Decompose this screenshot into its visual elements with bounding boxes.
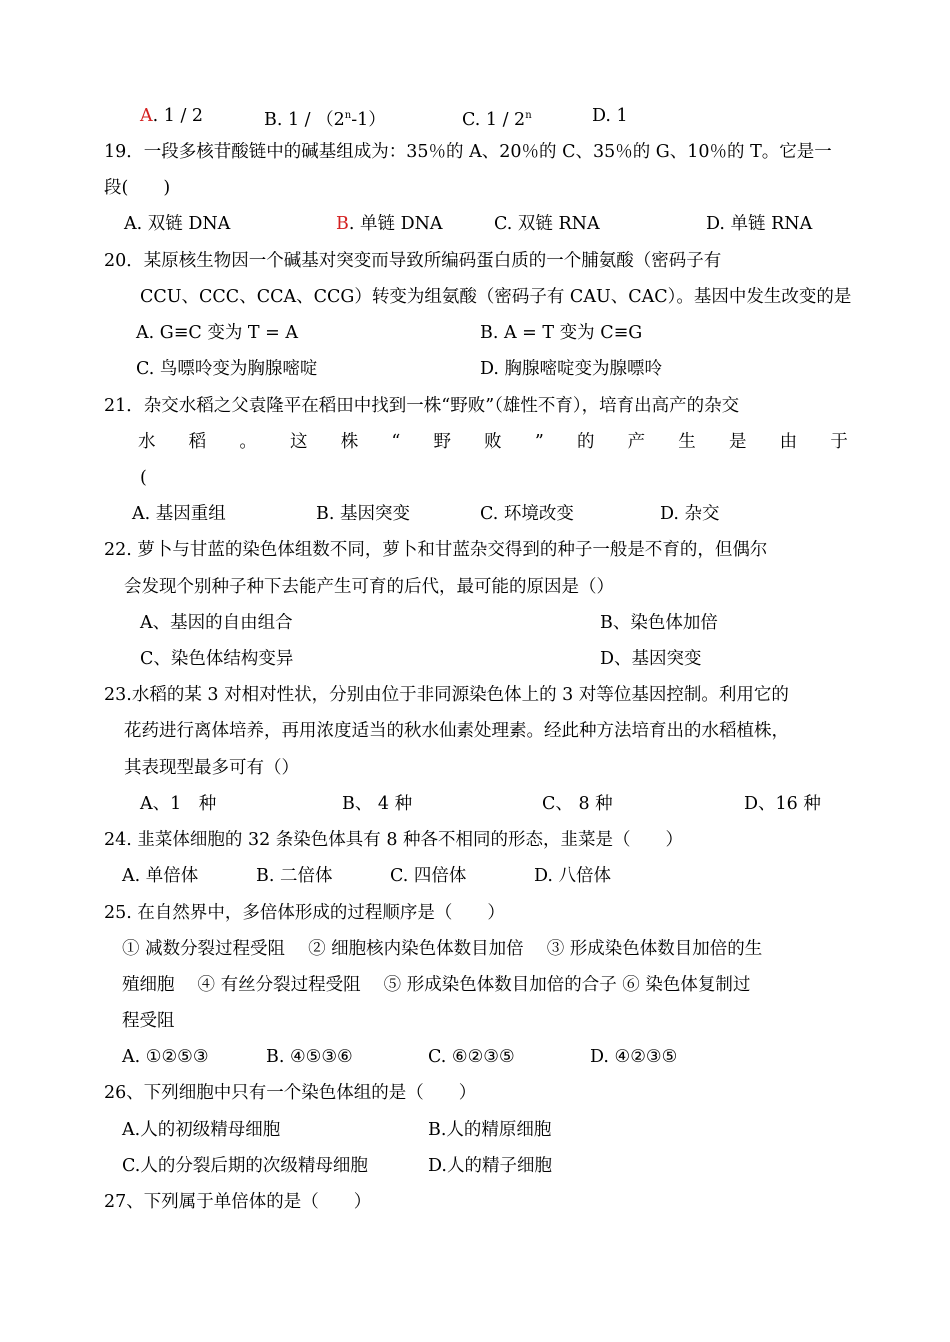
q24-option-b: B. 二倍体	[256, 866, 333, 886]
q20-option-b: B. A = T 变为 C≡G	[480, 323, 643, 343]
q23-option-a: A、1 种	[140, 794, 217, 814]
q22-option-a: A、基因的自由组合	[140, 613, 293, 633]
q19-stem-line1: 19．一段多核苷酸链中的碱基组成为：35％的 A、20％的 C、35％的 G、10％的 T。它是一	[104, 142, 832, 162]
q26-stem: 26、下列细胞中只有一个染色体组的是（ ）	[104, 1083, 477, 1103]
q27-stem: 27、下列属于单倍体的是（ ）	[104, 1192, 372, 1212]
q25-steps-line3: 程受阻	[122, 1011, 175, 1031]
q23-stem-line1: 23.水稻的某 3 对相对性状，分别由位于非同源染色体上的 3 对等位基因控制。利用它的	[104, 685, 789, 705]
q25-steps-line2: 殖细胞 ④ 有丝分裂过程受阻 ⑤ 形成染色体数目加倍的合子 ⑥ 染色体复制过	[122, 975, 751, 995]
q20-stem-line2: CCU、CCC、CCA、CCG）转变为组氨酸（密码子有 CAU、CAC）。基因中发生改变的是	[140, 287, 852, 307]
q20-option-d: D. 胸腺嘧啶变为腺嘌呤	[480, 359, 663, 379]
q19-option-d: D. 单链 RNA	[706, 214, 813, 234]
q18-option-b: B. 1 / （2$^n$-1）	[264, 110, 386, 130]
q24-stem: 24. 韭菜体细胞的 32 条染色体具有 8 种各不相同的形态，韭菜是（ ）	[104, 830, 684, 850]
q19-option-c: C. 双链 RNA	[494, 214, 600, 234]
q19-option-a: A. 双链 DNA	[124, 214, 231, 234]
q25-option-a: A. ①②⑤③	[122, 1047, 209, 1067]
q23-option-d: D、16 种	[744, 794, 821, 814]
q25-option-c: C. ⑥②③⑤	[428, 1047, 515, 1067]
q22-stem-line1: 22. 萝卜与甘蓝的染色体组数不同，萝卜和甘蓝杂交得到的种子一般是不育的，但偶尔	[104, 540, 768, 560]
q22-option-c: C、染色体结构变异	[140, 649, 294, 669]
q24-option-a: A. 单倍体	[122, 866, 199, 886]
q24-option-d: D. 八倍体	[534, 866, 612, 886]
q19-option-b-letter: B	[336, 214, 349, 234]
q21-stem-line3: (	[140, 468, 147, 488]
q22-option-b: B、染色体加倍	[600, 613, 718, 633]
q26-option-a: A.人的初级精母细胞	[122, 1120, 281, 1140]
q18-option-c: C. 1 / 2$^n$	[462, 110, 532, 130]
q20-option-c: C. 鸟嘌呤变为胸腺嘧啶	[136, 359, 318, 379]
q20-stem-line1: 20．某原核生物因一个碱基对突变而导致所编码蛋白质的一个脯氨酸（密码子有	[104, 251, 722, 271]
q25-option-b: B. ④⑤③⑥	[266, 1047, 353, 1067]
q20-option-a: A. G≡C 变为 T = A	[136, 323, 299, 343]
q18-option-a: A. 1 / 2	[140, 106, 204, 126]
q21-option-b: B. 基因突变	[316, 504, 410, 524]
q21-stem-line2: 水 稻 。 这 株 “ 野 败 ” 的 产 生 是 由 于	[138, 432, 848, 452]
q23-stem-line2: 花药进行离体培养，再用浓度适当的秋水仙素处理素。经此种方法培育出的水稻植株，	[124, 721, 789, 741]
q22-option-d: D、基因突变	[600, 649, 702, 669]
q25-option-d: D. ④②③⑤	[590, 1047, 678, 1067]
q23-stem-line3: 其表现型最多可有（）	[124, 758, 299, 778]
q21-option-d: D. 杂交	[660, 504, 720, 524]
q23-option-c: C、 8 种	[542, 794, 613, 814]
q21-option-a: A. 基因重组	[132, 504, 226, 524]
q26-option-c: C.人的分裂后期的次级精母细胞	[122, 1156, 368, 1176]
q25-stem: 25. 在自然界中，多倍体形成的过程顺序是（ ）	[104, 903, 505, 923]
q21-option-c: C. 环境改变	[480, 504, 574, 524]
q18-option-d: D. 1	[592, 106, 628, 126]
q23-option-b: B、 4 种	[342, 794, 413, 814]
q24-option-c: C. 四倍体	[390, 866, 467, 886]
q19-option-b: B. 单链 DNA	[336, 214, 443, 234]
q21-stem-line1: 21．杂交水稻之父袁隆平在稻田中找到一株“野败”（雄性不育），培育出高产的杂交	[104, 396, 740, 416]
q19-stem-line2: 段( )	[104, 178, 171, 198]
q26-option-b: B.人的精原细胞	[428, 1120, 552, 1140]
q22-stem-line2: 会发现个别种子种下去能产生可育的后代，最可能的原因是（）	[124, 577, 614, 597]
q25-steps-line1: ① 减数分裂过程受阻 ② 细胞核内染色体数目加倍 ③ 形成染色体数目加倍的生	[122, 939, 763, 959]
q18-option-a-letter: A	[140, 106, 153, 126]
q26-option-d: D.人的精子细胞	[428, 1156, 552, 1176]
